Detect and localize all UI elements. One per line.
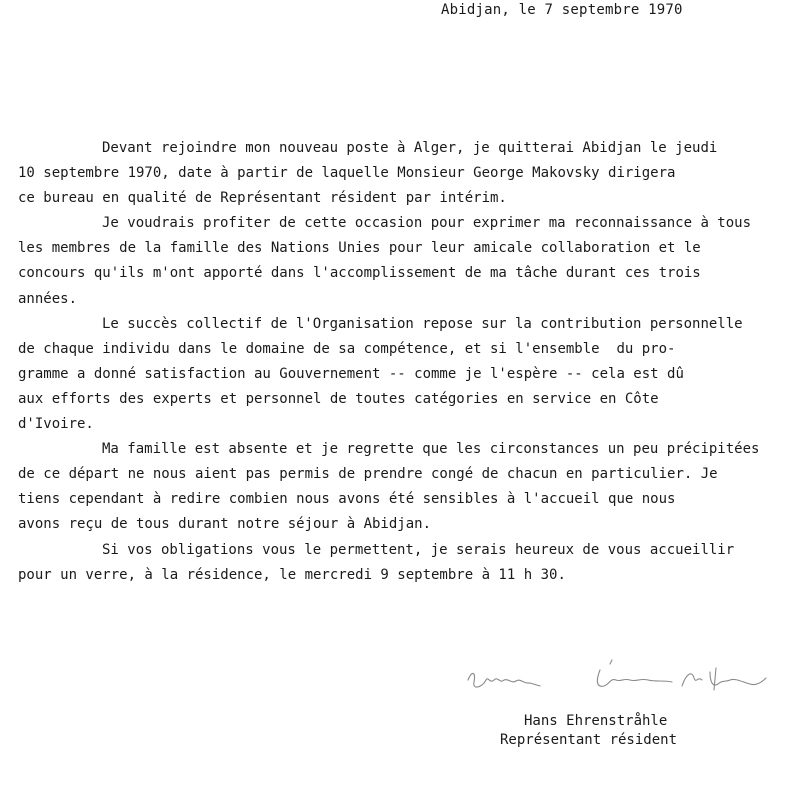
text-line: aux efforts des experts et personnel de toutes catégories en service en Côte [18, 390, 659, 407]
text-line: Ma famille est absente et je regrette que les circonstances un peu précipitées [102, 441, 760, 458]
paragraph-2 [18, 211, 788, 311]
text-line: pour un verre, à la résidence, le mercredi 9 septembre à 11 h 30. [18, 566, 566, 583]
text-line: les membres de la famille des Nations Unies pour leur amicale collaboration et le [18, 240, 701, 257]
letter-body [18, 136, 788, 588]
text-line: Devant rejoindre mon nouveau poste à Alger, je quitterai Abidjan le jeudi [102, 140, 718, 156]
handwritten-signature [460, 650, 780, 700]
signer-title: Représentant résident [500, 732, 678, 748]
paragraph-3 [18, 312, 788, 437]
paragraph-1 [18, 136, 788, 211]
text-line: Si vos obligations vous le permettent, je serais heureux de vous accueillir [102, 541, 735, 558]
text-line: 10 septembre 1970, date à partir de laquelle Monsieur George Makovsky dirigera [18, 165, 676, 182]
paragraph-5 [18, 538, 788, 588]
text-line: années. [18, 290, 78, 307]
text-line: concours qu'ils m'ont apporté dans l'accomplissement de ma tâche durant ces trois [18, 265, 701, 282]
text-line: Le succès collectif de l'Organisation repose sur la contribution personnelle [102, 315, 743, 332]
text-line: tiens cependant à redire combien nous avons été sensibles à l'accueil que nous [18, 491, 676, 508]
text-line: Je voudrais profiter de cette occasion pour exprimer ma reconnaissance à tous [102, 215, 752, 232]
signer-name: Hans Ehrenstråhle [524, 713, 668, 729]
dateline: Abidjan, le 7 septembre 1970 [441, 2, 683, 18]
text-line: de ce départ ne nous aient pas permis de prendre congé de chacun en particulier. Je [18, 466, 718, 483]
paragraph-4 [18, 437, 788, 537]
text-line: de chaque individu dans le domaine de sa compétence, et si l'ensemble du pro- [18, 340, 676, 357]
text-line: avons reçu de tous durant notre séjour à Abidjan. [18, 516, 432, 533]
text-line: gramme a donné satisfaction au Gouvernement -- comme je l'espère -- cela est dû [18, 365, 684, 382]
signer-block [500, 712, 678, 750]
text-line: ce bureau en qualité de Représentant résident par intérim. [18, 190, 507, 207]
text-line: d'Ivoire. [18, 416, 94, 433]
